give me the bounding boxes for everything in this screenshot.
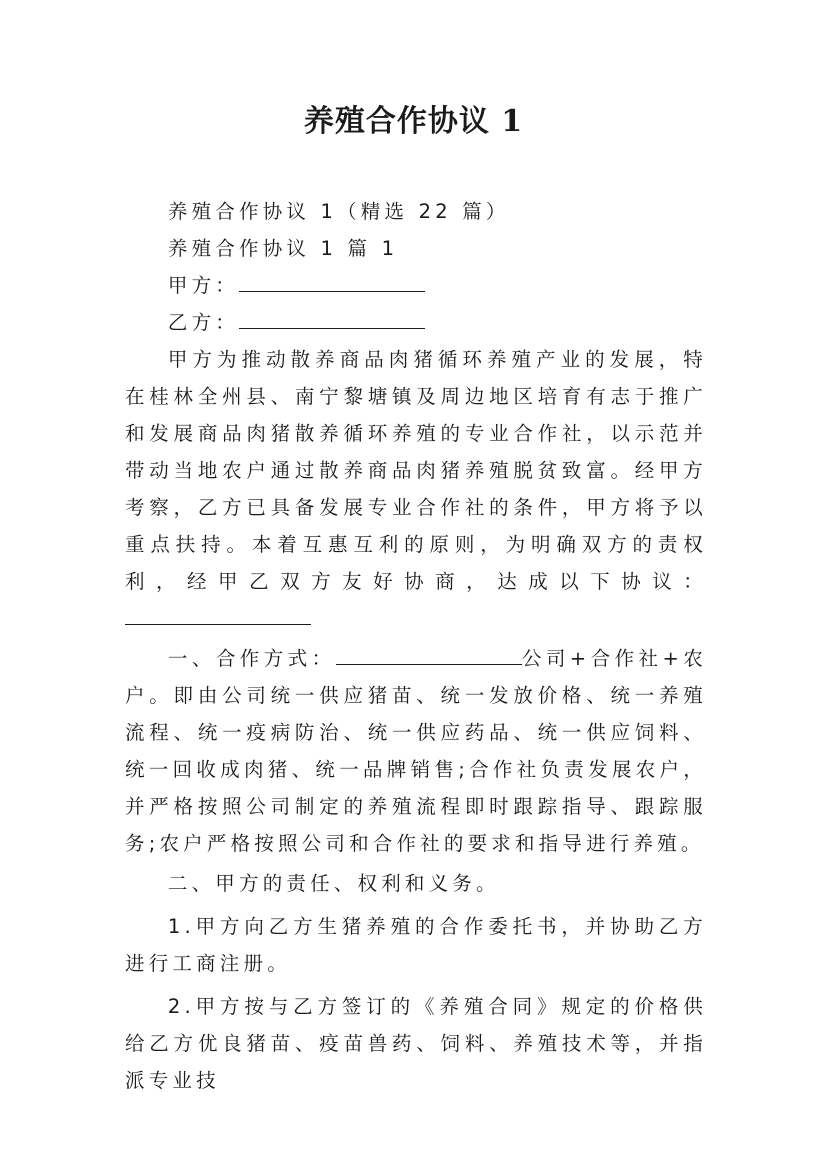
paragraph-intro-text: 甲方为推动散养商品肉猪循环养殖产业的发展，特在桂林全州县、南宁黎塘镇及周边地区培育有志于推广和发展商品肉猪散养循环养殖的专业合作社，以示范并带动当地农户通过散养商品肉猪养殖脱贫致富。经甲方考察，乙方已具备发展专业合作社的条件，甲方将予以重点扶持。本着互惠互利的原则，为明确双方的责权利，经甲乙双方友好协商，达成以下协议： [125, 348, 707, 593]
cooperation-mode-text: 公司+合作社+农户。即由公司统一供应猪苗、统一发放价格、统一养殖流程、统一疫病防治、统一供应药品、统一供应饲料、统一回收成肉猪、统一品牌销售;合作社负责发展农户，并严格按照公司制定的养殖流程即时跟踪指导、跟踪服务;农户严格按照公司和合作社的要求和指导进行养殖。 [125, 647, 707, 855]
paragraph-cooperation-mode [125, 640, 707, 862]
cooperation-mode-prefix: 一、合作方式： [167, 647, 336, 670]
paragraph-party-a-duties: 二、甲方的责任、权利和义务。 [167, 872, 500, 895]
paragraph-item-2: 2.甲方按与乙方签订的《养殖合同》规定的价格供给乙方优良猪苗、疫苗兽药、饲料、养殖技术等，并指派专业技 [125, 995, 707, 1092]
paragraph-subtitle: 养殖合作协议 1（精选 22 篇） [167, 200, 510, 223]
paragraph-intro [125, 341, 707, 637]
document-title: 养殖合作协议 1 [303, 104, 524, 139]
agreement-blank [125, 604, 311, 625]
party-b-label: 乙方： [167, 311, 239, 334]
party-a-label: 甲方： [167, 274, 239, 297]
paragraph-section-heading: 养殖合作协议 1 篇 1 [167, 237, 399, 260]
party-a-line [125, 267, 707, 304]
document-body [125, 193, 707, 1099]
company-blank [336, 644, 522, 665]
party-b-blank [239, 308, 425, 329]
party-a-blank [239, 271, 425, 292]
party-b-line [125, 304, 707, 341]
paragraph-item-1: 1.甲方向乙方生猪养殖的合作委托书，并协助乙方进行工商注册。 [125, 915, 707, 975]
